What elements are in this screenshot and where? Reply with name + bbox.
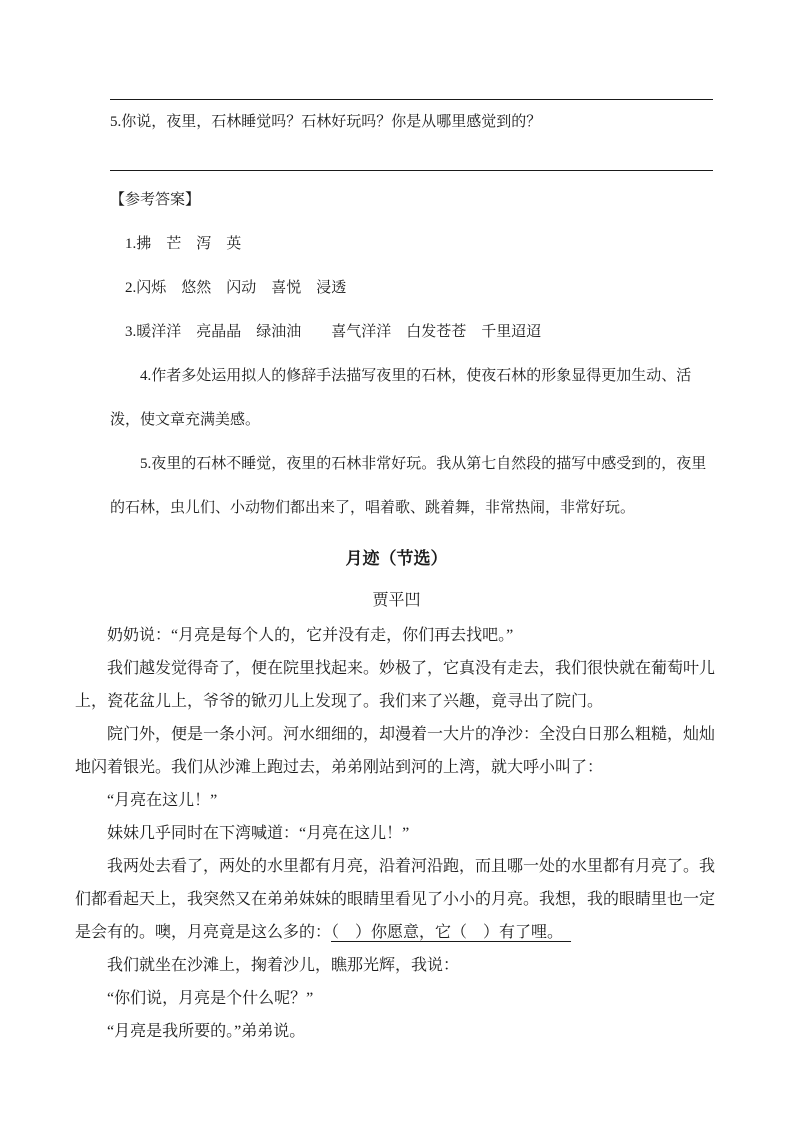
passage-paragraph-3: 院门外，便是一条小河。河水细细的，却漫着一大片的净沙：全没白日那么粗糙，灿灿地闪着银光。我们从沙滩上跑过去，弟弟刚站到河的上湾，就大呼小叫了：: [75, 726, 716, 776]
answer-item-3: 3.暖洋洋 亮晶晶 绿油油 喜气洋洋 白发苍苍 千里迢迢: [125, 324, 542, 340]
passage-paragraph-2: 我们越发觉得奇了，便在院里找起来。妙极了，它真没有走去，我们很快就在葡萄叶儿上，瓷花盆儿上，爷爷的锨刃儿上发现了。我们来了兴趣，竟寻出了院门。: [75, 660, 716, 710]
passage-author: 贾平凹: [372, 592, 421, 609]
paragraph-6-text: 我两处去看了，两处的水里都有月亮，沿着河沿跑，而且哪一处的水里都有月亮了。我们都看起天上，我突然又在弟弟妹妹的眼睛里看见了小小的月亮。我想，我的眼睛里也一定是会有的。噢，月亮竟是这么多的：: [75, 858, 716, 941]
answer-item-2: 2.闪烁 悠然 闪动 喜悦 浸透: [125, 280, 347, 296]
passage-paragraph-6: [75, 850, 716, 949]
divider-middle: [110, 170, 713, 171]
passage-paragraph-9: “月亮是我所要的。”弟弟说。: [107, 1023, 306, 1040]
reference-answers-header: 【参考答案】: [110, 192, 201, 208]
passage-paragraph-4: “月亮在这儿！”: [107, 792, 218, 809]
passage-paragraph-5: 妹妹几乎同时在下湾喊道：“月亮在这儿！”: [107, 825, 410, 842]
passage-paragraph-7: 我们就坐在沙滩上，掬着沙儿，瞧那光辉，我说：: [107, 957, 460, 974]
passage-body: [75, 619, 716, 1048]
passage-paragraph-8: “你们说，月亮是个什么呢？”: [107, 990, 314, 1007]
passage-title: 月迹（节选）: [345, 549, 448, 568]
answer-item-1: 1.拂 芒 泻 英: [125, 236, 242, 252]
passage-section: [0, 541, 793, 1048]
answer-item-4: 4.作者多处运用拟人的修辞手法描写夜里的石林，使夜石林的形象显得更加生动、活泼，使文章充满美感。: [110, 368, 692, 428]
passage-paragraph-1: 奶奶说：“月亮是每个人的，它并没有走，你们再去找吧。”: [107, 627, 514, 644]
fill-blank-underlined-text: （ ）你愿意，它（ ）有了哩。: [331, 924, 572, 941]
answer-item-5: 5.夜里的石林不睡觉，夜里的石林非常好玩。我从第七自然段的描写中感受到的，夜里的石林，虫儿们、小动物们都出来了，唱着歌、跳着舞，非常热闹，非常好玩。: [110, 456, 707, 516]
question-5-text: 5.你说，夜里，石林睡觉吗？石林好玩吗？你是从哪里感觉到的？: [110, 114, 542, 130]
question-answer-section: [110, 0, 713, 530]
